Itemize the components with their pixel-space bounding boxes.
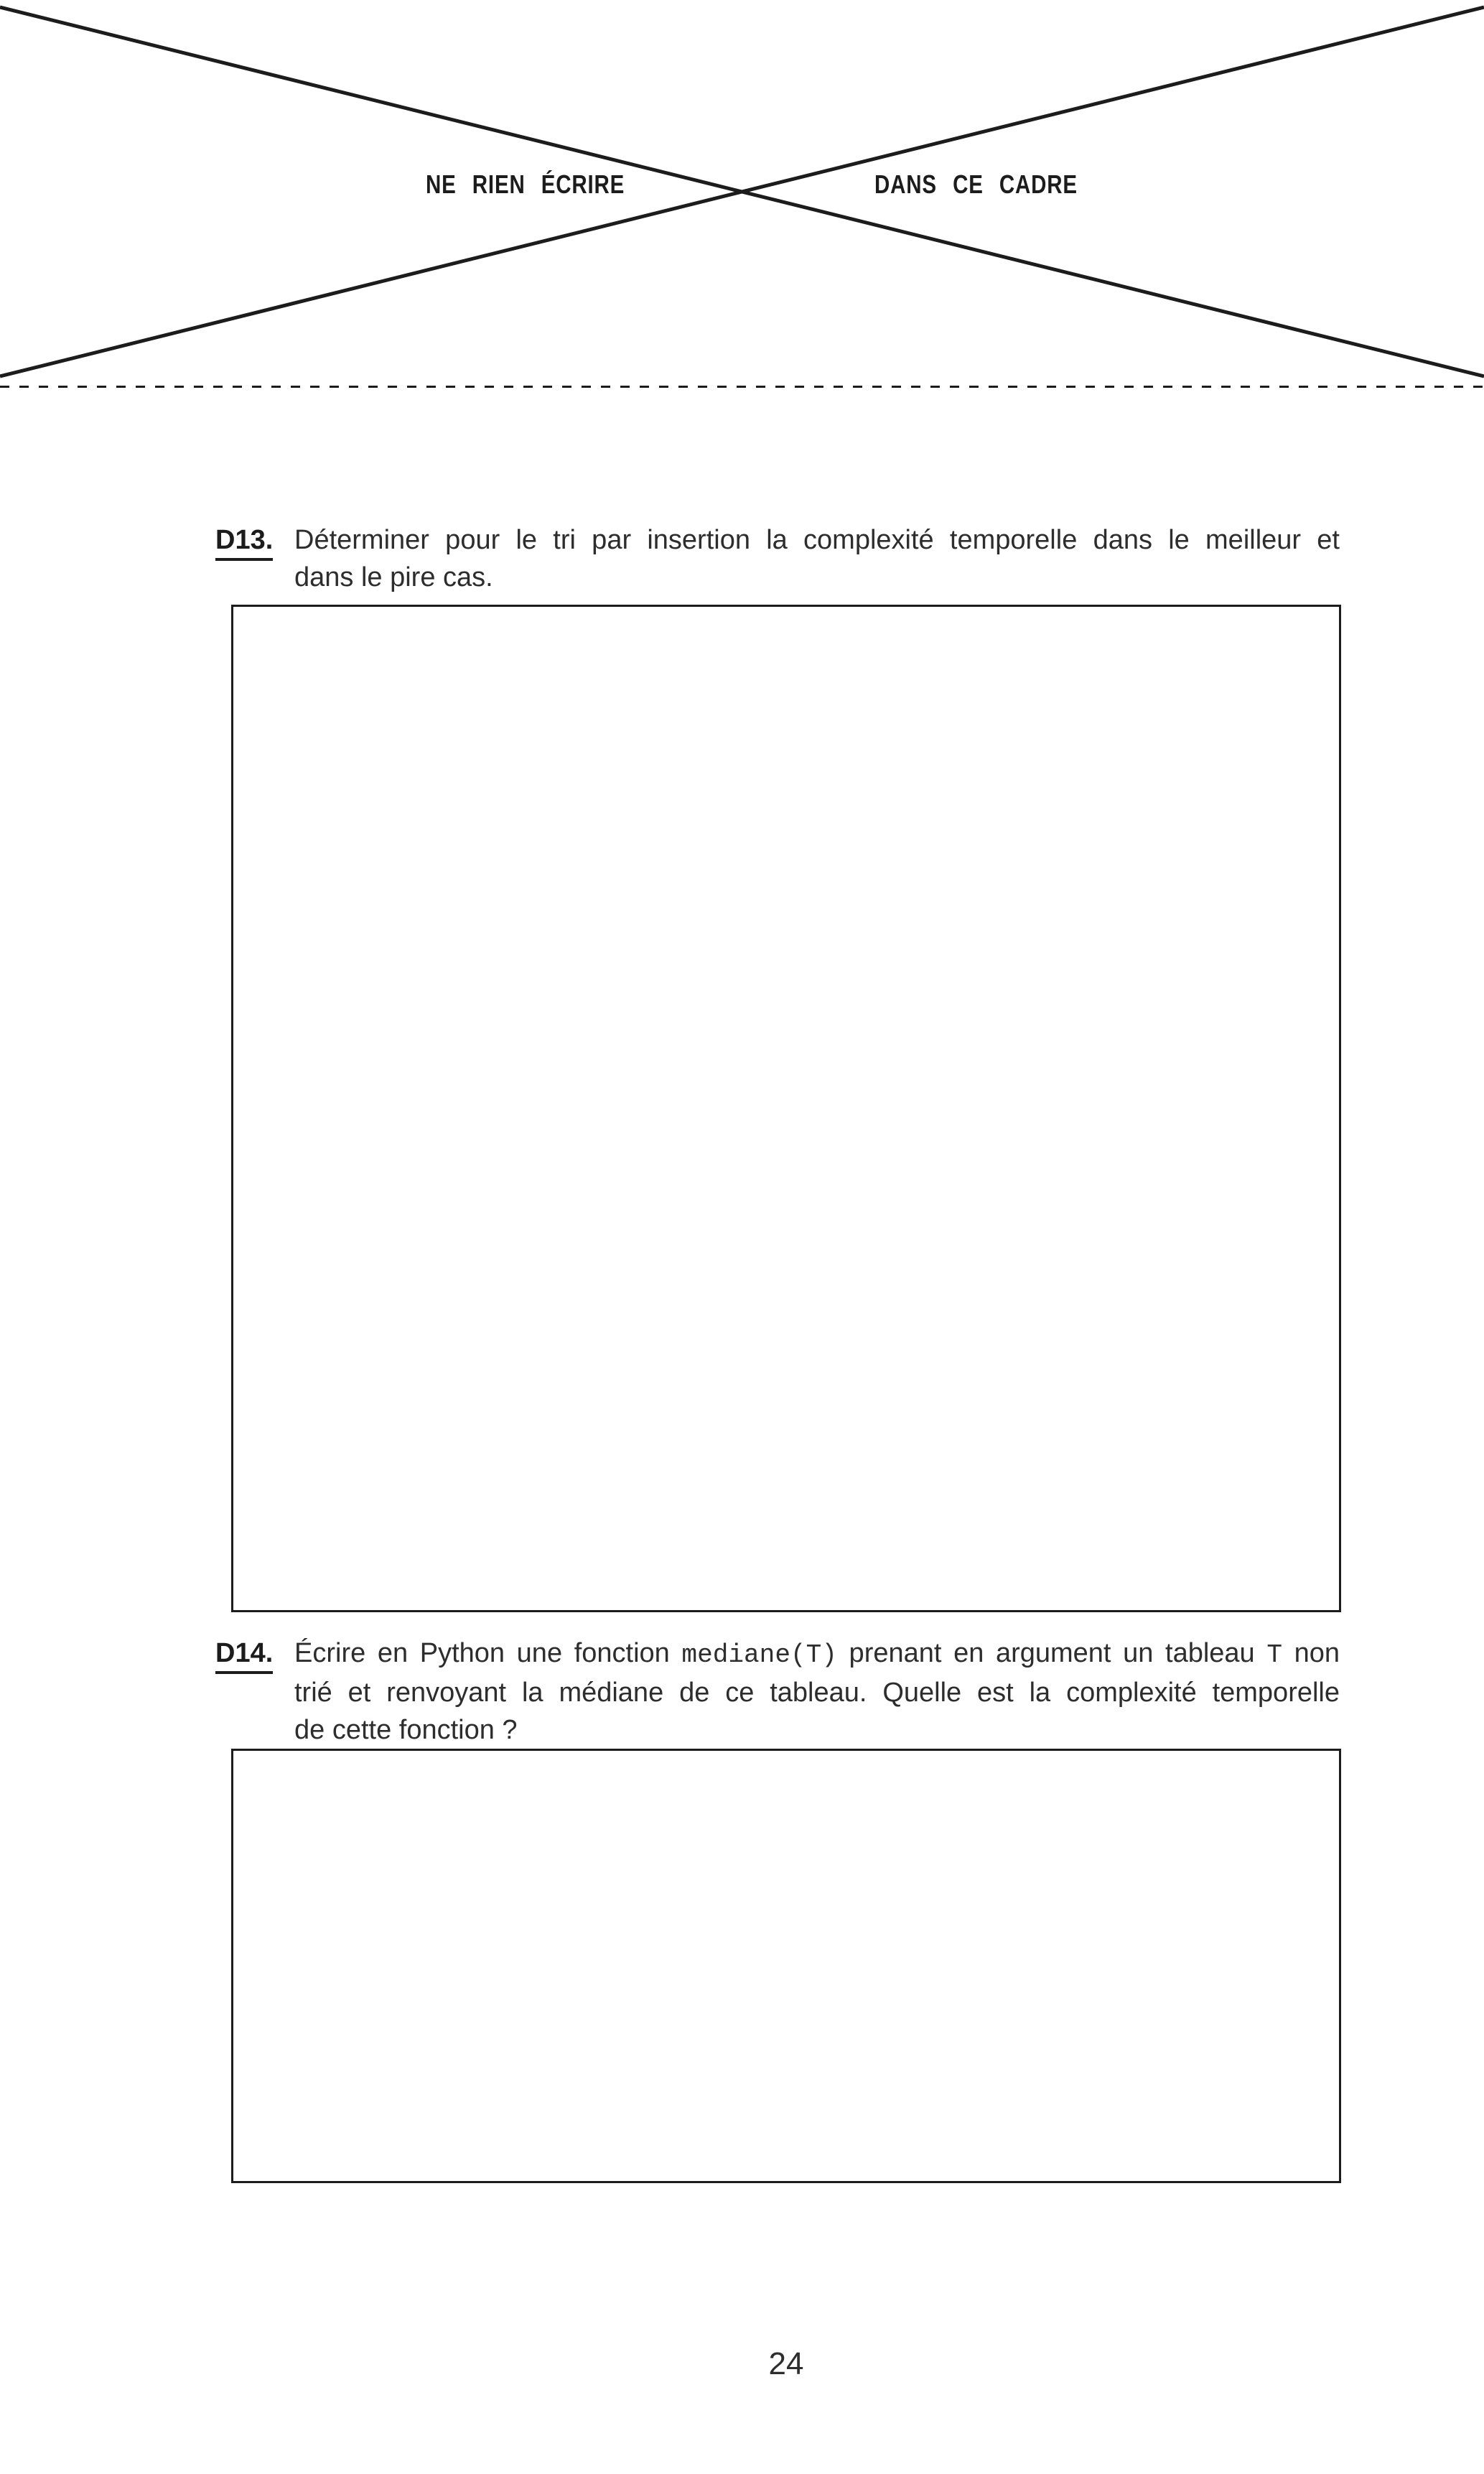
question-d14-number: D14. [215, 1637, 273, 1674]
question-d14-line1-part2: prenant en argument un tableau [836, 1638, 1267, 1668]
cross-lines-icon [0, 0, 1484, 387]
question-d13-line1: Déterminer pour le tri par insertion la complexité temporelle dans le meilleur et [294, 525, 1340, 555]
answer-box-d14[interactable] [231, 1749, 1341, 2183]
tableau-t-code: T [1266, 1640, 1282, 1670]
question-d14-text [294, 1634, 1340, 1749]
question-d14-line1-part3: non [1282, 1638, 1340, 1668]
question-d14-label [215, 1634, 273, 1674]
question-d13-label [215, 521, 273, 561]
dashed-separator [0, 386, 1484, 388]
question-d14-line3: de cette fonction ? [294, 1715, 518, 1745]
question-d14-line2: trié et renvoyant la médiane de ce tableau. Quelle est la complexité temporelle [294, 1678, 1340, 1708]
mediane-function-code: mediane(T) [681, 1640, 837, 1670]
question-d13-text [294, 521, 1340, 596]
question-d13-number: D13. [215, 524, 273, 561]
page-number: 24 [768, 2346, 804, 2381]
answer-box-d13[interactable] [231, 605, 1341, 1612]
question-d13-line2: dans le pire cas. [294, 562, 493, 592]
question-d14-line1-part1: Écrire en Python une fonction [294, 1638, 682, 1668]
no-write-right-label: DANS CE CADRE [874, 169, 1078, 199]
question-d14-line1 [294, 1634, 1340, 1674]
no-write-left-label: NE RIEN ÉCRIRE [426, 169, 625, 199]
